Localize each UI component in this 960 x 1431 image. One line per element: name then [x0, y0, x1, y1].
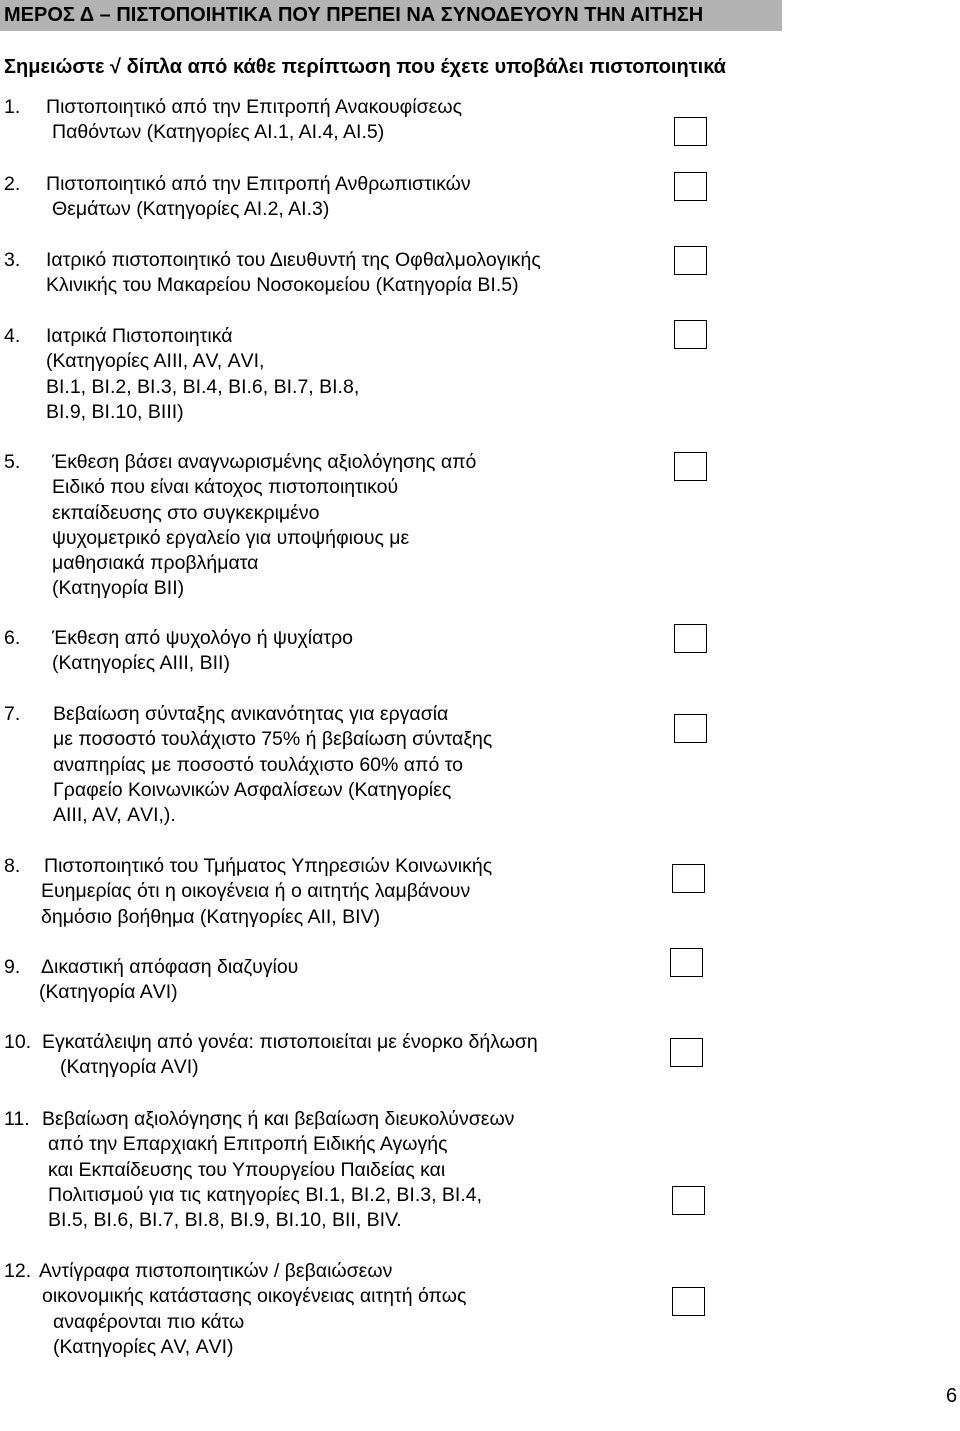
- item-text-line: Θεμάτων (Κατηγορίες ΑΙ.2, ΑΙ.3): [52, 198, 330, 221]
- item-text-line: Γραφείο Κοινωνικών Ασφαλίσεων (Κατηγορίες: [53, 778, 452, 801]
- item-text-line: Κλινικής του Μακαρείου Νοσοκομείου (Κατηγορία ΒΙ.5): [46, 274, 519, 297]
- item-number: 3.: [4, 249, 21, 271]
- item-text-line: ΒΙ.5, ΒΙ.6, ΒΙ.7, ΒΙ.8, ΒΙ.9, ΒΙ.10, ΒΙΙ, ΒΙV.: [48, 1209, 402, 1232]
- item-text-line: ΒΙ.9, ΒΙ.10, ΒΙΙΙ): [46, 400, 184, 423]
- checkbox-item-8[interactable]: [672, 864, 705, 893]
- list-item-10: [4, 1030, 538, 1081]
- item-number: 12.: [4, 1260, 32, 1282]
- item-text-line: Ιατρικά Πιστοποιητικά: [46, 325, 233, 347]
- page-number: 6: [946, 1385, 958, 1407]
- item-text-line: οικονομικής κατάστασης οικογένειας αιτητή όπως: [42, 1285, 467, 1308]
- list-item-7: [4, 702, 492, 828]
- item-text-line: αναφέρονται πιο κάτω: [53, 1310, 245, 1333]
- item-text-line: δημόσιο βοήθημα (Κατηγορίες ΑΙΙ, ΒΙV): [41, 905, 381, 928]
- item-text-line: (Κατηγορίες ΑΙΙΙ, ΑV, ΑVΙ,: [46, 350, 265, 373]
- item-text-line: ΑΙΙΙ, ΑV, ΑVΙ,).: [53, 804, 176, 827]
- item-text-line: Πολιτισμού για τις κατηγορίες ΒΙ.1, ΒΙ.2, ΒΙ.3, ΒΙ.4,: [48, 1183, 483, 1206]
- checkbox-item-12[interactable]: [672, 1287, 705, 1316]
- item-number: 1.: [4, 96, 21, 118]
- item-text-line: (Κατηγορίες ΑV, ΑVΙ): [53, 1335, 234, 1358]
- checkbox-item-4[interactable]: [674, 320, 707, 349]
- checkbox-item-1[interactable]: [674, 117, 707, 146]
- item-text-line: Πιστοποιητικό του Τμήματος Υπηρεσιών Κοινωνικής: [44, 855, 493, 877]
- checkbox-item-3[interactable]: [674, 246, 707, 275]
- item-text-line: αναπηρίας με ποσοστό τουλάχιστο 60% από το: [53, 753, 464, 776]
- item-number: 7.: [4, 703, 21, 725]
- list-item-9: [4, 955, 298, 1006]
- checkbox-item-5[interactable]: [674, 452, 707, 481]
- item-number: 5.: [4, 451, 21, 473]
- list-item-4: [4, 324, 359, 425]
- list-item-8: [4, 854, 492, 930]
- item-text-line: Πιστοποιητικό από την Επιτροπή Ανθρωπιστικών: [46, 173, 471, 195]
- item-text-line: Βεβαίωση σύνταξης ανικανότητας για εργασία: [53, 703, 449, 725]
- list-item-1: [4, 95, 462, 146]
- item-text-line: Βεβαίωση αξιολόγησης ή και βεβαίωση διευκολύνσεων: [42, 1108, 515, 1130]
- item-text-line: (Κατηγορία ΑVΙ): [60, 1056, 199, 1079]
- item-text-line: με ποσοστό τουλάχιστο 75% ή βεβαίωση σύνταξης: [53, 728, 493, 751]
- item-text-line: και Εκπαίδευσης του Υπουργείου Παιδείας και: [48, 1158, 446, 1181]
- item-number: 8.: [4, 855, 21, 877]
- item-text-line: εκπαίδευσης στο συγκεκριμένο: [52, 501, 320, 524]
- item-text-line: μαθησιακά προβλήματα: [52, 552, 259, 575]
- item-text-line: Δικαστική απόφαση διαζυγίου: [41, 956, 299, 978]
- item-text-line: Εγκατάλειψη από γονέα: πιστοποιείται με ένορκο δήλωση: [42, 1031, 538, 1053]
- list-item-2: [4, 172, 471, 223]
- item-text-line: Παθόντων (Κατηγορίες ΑΙ.1, ΑΙ.4, ΑΙ.5): [52, 121, 385, 144]
- item-number: 9.: [4, 956, 21, 978]
- checkbox-item-11[interactable]: [672, 1186, 705, 1215]
- section-header: ΜΕΡΟΣ Δ – ΠΙΣΤΟΠΟΙΗΤΙΚΑ ΠΟΥ ΠΡΕΠΕΙ ΝΑ ΣΥΝΟΔΕΥΟΥΝ ΤΗΝ ΑΙΤΗΣΗ: [0, 0, 782, 31]
- checkbox-item-2[interactable]: [674, 172, 707, 201]
- item-number: 2.: [4, 173, 21, 195]
- item-text-line: Ειδικό που είναι κάτοχος πιστοποιητικού: [52, 476, 399, 499]
- item-text-line: (Κατηγορία ΒΙΙ): [52, 577, 185, 600]
- item-text-line: (Κατηγορία ΑVΙ): [39, 981, 178, 1004]
- item-text-line: από την Επαρχιακή Επιτροπή Ειδικής Αγωγής: [48, 1133, 448, 1156]
- instruction-note: Σημειώστε √ δίπλα από κάθε περίπτωση που έχετε υποβάλει πιστοποιητικά: [4, 56, 726, 78]
- item-number: 10.: [4, 1031, 32, 1053]
- list-item-3: [4, 248, 541, 299]
- item-text-line: ΒΙ.1, ΒΙ.2, ΒΙ.3, ΒΙ.4, ΒΙ.6, ΒΙ.7, ΒΙ.8,: [46, 375, 360, 398]
- checkbox-item-9[interactable]: [670, 948, 703, 977]
- item-text-line: Έκθεση από ψυχολόγο ή ψυχίατρο: [52, 627, 354, 649]
- list-item-6: [4, 626, 353, 677]
- item-number: 4.: [4, 325, 21, 347]
- item-text-line: (Κατηγορίες ΑΙΙΙ, ΒΙΙ): [52, 652, 230, 675]
- item-number: 6.: [4, 627, 21, 649]
- checkbox-item-10[interactable]: [670, 1038, 703, 1067]
- list-item-12: [4, 1259, 466, 1360]
- item-text-line: Ιατρικό πιστοποιητικό του Διευθυντή της Οφθαλμολογικής: [46, 249, 541, 271]
- checkbox-item-6[interactable]: [674, 624, 707, 653]
- item-text-line: Αντίγραφα πιστοποιητικών / βεβαιώσεων: [39, 1260, 393, 1282]
- checkbox-item-7[interactable]: [674, 714, 707, 743]
- item-text-line: Ευημερίας ότι η οικογένεια ή ο αιτητής λαμβάνουν: [41, 880, 471, 903]
- list-item-5: [4, 450, 476, 602]
- item-number: 11.: [4, 1108, 30, 1130]
- item-text-line: Πιστοποιητικό από την Επιτροπή Ανακουφίσεως: [46, 96, 462, 118]
- list-item-11: [4, 1107, 514, 1233]
- item-text-line: ψυχομετρικό εργαλείο για υποψήφιους με: [52, 526, 410, 549]
- item-text-line: Έκθεση βάσει αναγνωρισμένης αξιολόγησης από: [52, 451, 477, 473]
